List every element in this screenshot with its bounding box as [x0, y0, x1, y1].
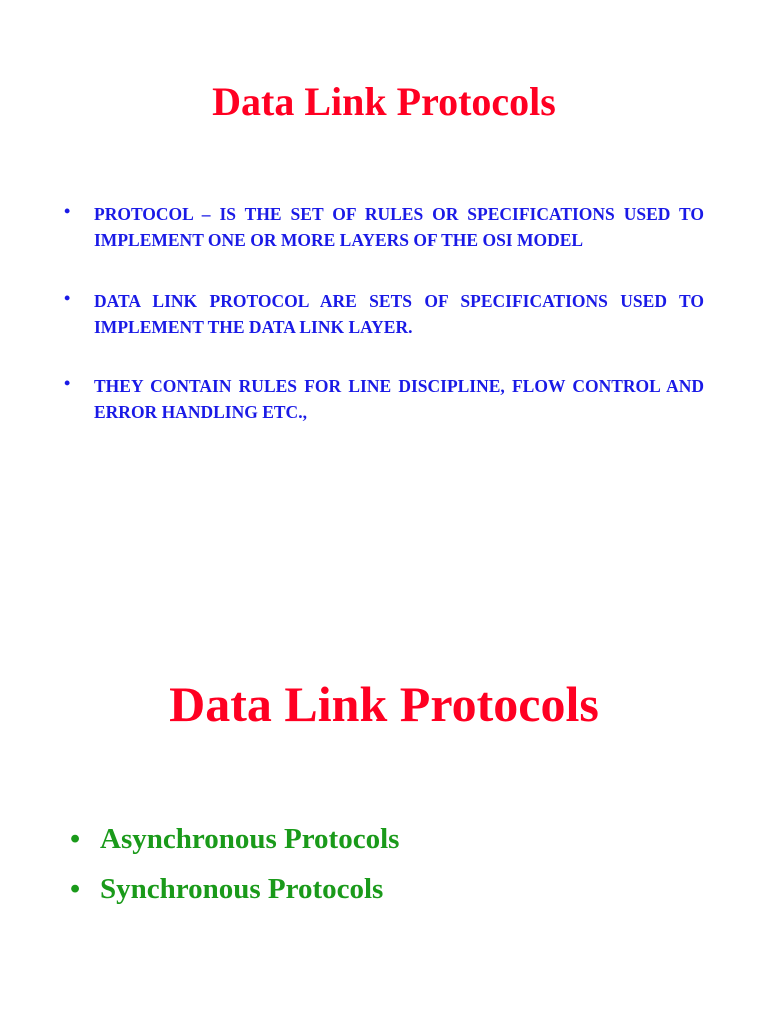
- slide-2-bullet-list: [70, 814, 710, 914]
- slide-1-title: Data Link Protocols: [212, 79, 556, 124]
- list-item: [64, 201, 704, 253]
- list-item: [70, 864, 710, 914]
- bullet-text: THEY CONTAIN RULES FOR LINE DISCIPLINE, FLOW CONTROL AND ERROR HANDLING ETC.,: [94, 376, 704, 422]
- bullet-icon: •: [70, 873, 81, 905]
- bullet-text: Asynchronous Protocols: [100, 823, 400, 855]
- slide-2: [0, 512, 768, 1024]
- bullet-text: Synchronous Protocols: [100, 873, 384, 905]
- slide-2-title: Data Link Protocols: [169, 676, 599, 732]
- bullet-text: DATA LINK PROTOCOL ARE SETS OF SPECIFICATIONS USED TO IMPLEMENT THE DATA LINK LAYER.: [94, 291, 704, 337]
- bullet-text: PROTOCOL – IS THE SET OF RULES OR SPECIFICATIONS USED TO IMPLEMENT ONE OR MORE LAYERS OF THE OSI MODEL: [94, 204, 704, 250]
- list-item: [64, 373, 704, 425]
- bullet-icon: •: [64, 201, 71, 221]
- list-item: [70, 814, 710, 864]
- bullet-icon: •: [64, 288, 71, 308]
- list-item: [64, 288, 704, 340]
- slide-1-bullet-list: [64, 201, 704, 460]
- bullet-icon: •: [70, 823, 81, 855]
- bullet-icon: •: [64, 373, 71, 393]
